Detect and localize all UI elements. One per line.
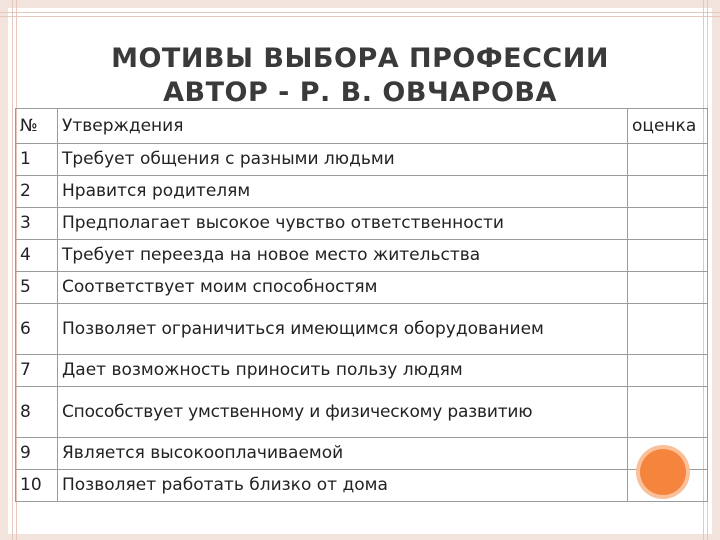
row-num: 9	[16, 438, 58, 470]
slide-title	[40, 42, 680, 110]
table-row	[16, 272, 708, 304]
table-row	[16, 387, 708, 438]
table-row	[16, 355, 708, 387]
row-num: 7	[16, 355, 58, 387]
row-score[interactable]	[628, 272, 708, 304]
frame-band-top	[0, 0, 720, 8]
motives-table	[15, 108, 708, 502]
table-header-row	[16, 109, 708, 144]
row-statement: Требует общения с разными людьми	[58, 144, 628, 176]
header-statement: Утверждения	[58, 109, 628, 144]
table-row	[16, 470, 708, 502]
table-row	[16, 304, 708, 355]
row-num: 10	[16, 470, 58, 502]
row-num: 2	[16, 176, 58, 208]
header-num: №	[16, 109, 58, 144]
table-row	[16, 144, 708, 176]
row-score[interactable]	[628, 240, 708, 272]
row-score[interactable]	[628, 176, 708, 208]
row-statement: Дает возможность приносить пользу людям	[58, 355, 628, 387]
frame-band-left	[0, 0, 8, 540]
frame-band-bottom	[0, 534, 720, 540]
row-num: 6	[16, 304, 58, 355]
row-score[interactable]	[628, 144, 708, 176]
row-statement: Способствует умственному и физическому развитию	[58, 387, 628, 438]
frame-rule	[0, 16, 720, 17]
orange-circle-decoration	[640, 449, 686, 495]
table-row	[16, 438, 708, 470]
row-num: 4	[16, 240, 58, 272]
row-statement: Является высокооплачиваемой	[58, 438, 628, 470]
row-statement: Позволяет работать близко от дома	[58, 470, 628, 502]
row-score[interactable]	[628, 208, 708, 240]
title-line-1: МОТИВЫ ВЫБОРА ПРОФЕССИИ	[111, 43, 609, 74]
row-num: 8	[16, 387, 58, 438]
row-score[interactable]	[628, 304, 708, 355]
frame-rule	[0, 12, 720, 13]
table-row	[16, 208, 708, 240]
row-statement: Соответствует моим способностям	[58, 272, 628, 304]
frame-rule	[12, 0, 13, 540]
row-num: 5	[16, 272, 58, 304]
row-num: 1	[16, 144, 58, 176]
header-score: оценка	[628, 109, 708, 144]
table-row	[16, 176, 708, 208]
row-statement: Нравится родителям	[58, 176, 628, 208]
title-line-2: АВТОР - Р. В. ОВЧАРОВА	[163, 77, 557, 108]
row-statement: Предполагает высокое чувство ответственности	[58, 208, 628, 240]
row-statement: Требует переезда на новое место жительства	[58, 240, 628, 272]
row-statement: Позволяет ограничиться имеющимся оборудованием	[58, 304, 628, 355]
row-num: 3	[16, 208, 58, 240]
row-score[interactable]	[628, 355, 708, 387]
table-row	[16, 240, 708, 272]
frame-band-right	[712, 0, 720, 540]
row-score[interactable]	[628, 387, 708, 438]
